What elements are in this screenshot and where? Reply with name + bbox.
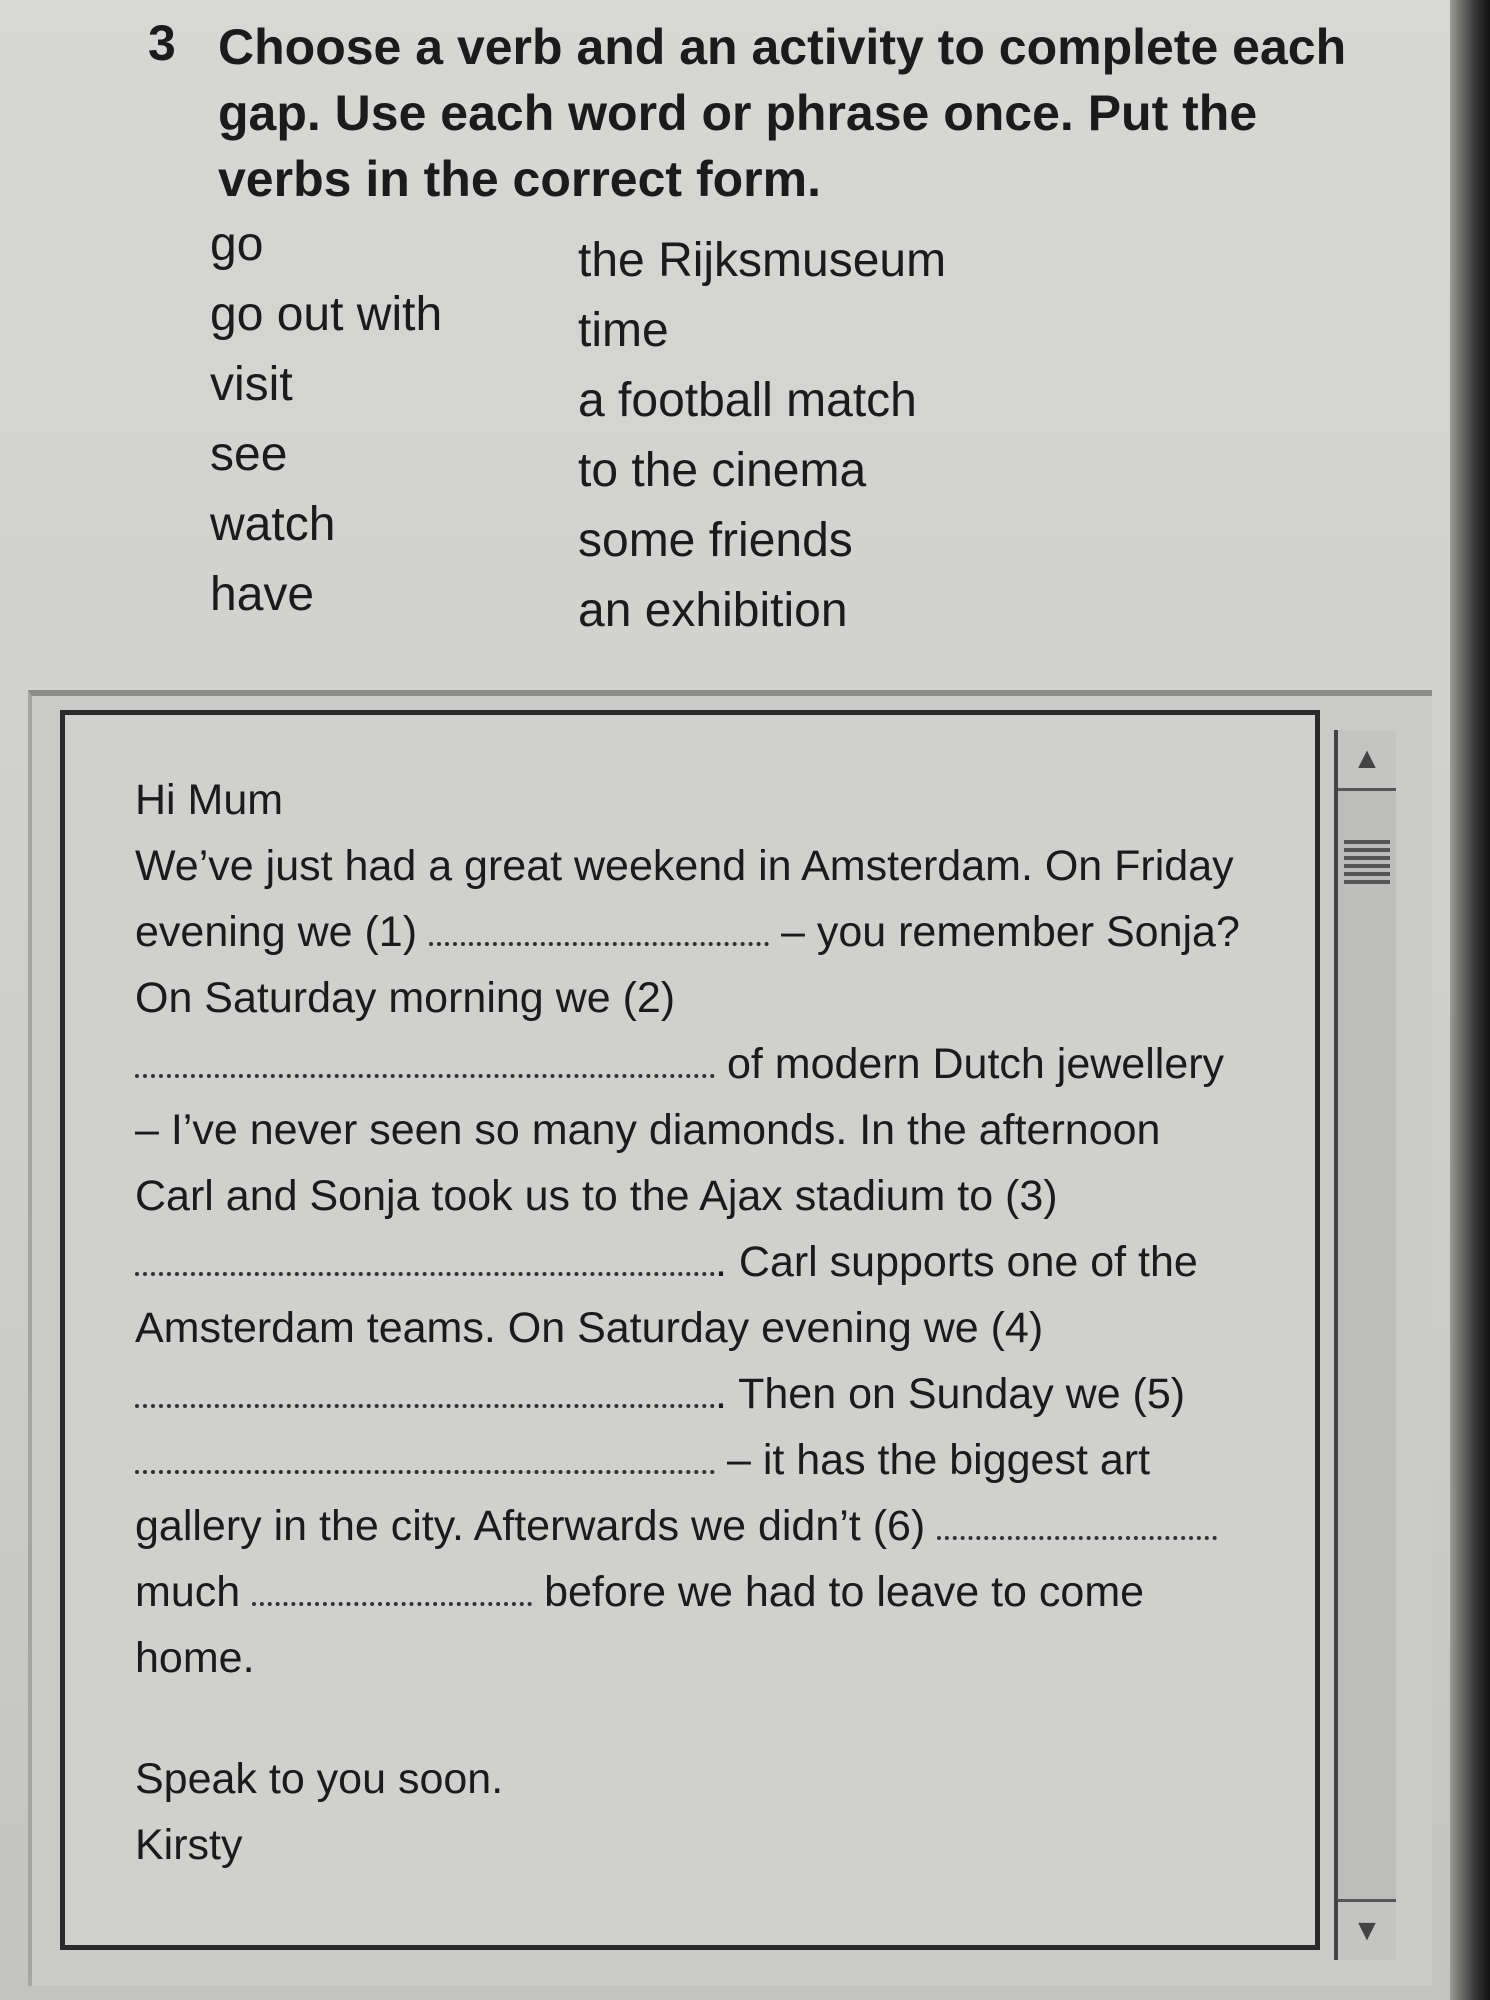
activity-item: the Rijksmuseum [578, 234, 947, 287]
exercise-instructions: Choose a verb and an activity to complete each gap. Use each word or phrase once. Put the verbs in the correct form. [218, 19, 1347, 207]
activity-item: a football match [578, 374, 917, 427]
email-text: – it has the biggest art gallery in the city. Afterwards we didn’t (6) [135, 1436, 1151, 1550]
email-text: – you remember Sonja? On Saturday morning we (2) [135, 908, 1240, 1022]
scroll-down-arrow-icon[interactable]: ▼ [1338, 1899, 1396, 1960]
email-text: much [135, 1568, 241, 1616]
gap-2[interactable] [135, 1040, 715, 1078]
email-text: . Then on Sunday we (5) [715, 1370, 1186, 1418]
activity-item: to the cinema [578, 444, 867, 497]
email-text: . Carl supports one of the Amsterdam teams. On Saturday evening we (4) [135, 1238, 1198, 1352]
gap-4[interactable] [135, 1370, 715, 1408]
email-body [135, 767, 1245, 1878]
exercise-number: 3 [148, 15, 176, 71]
email-text: before we had to leave to come home. [135, 1568, 1145, 1682]
email-text: We’ve just had a great weekend in Amsterdam. On Friday evening we (1) [135, 842, 1234, 956]
verb-item: go out with [210, 288, 443, 341]
activity-item: an exhibition [578, 584, 848, 637]
gap-6a[interactable] [937, 1502, 1217, 1540]
activity-item: time [578, 304, 669, 357]
verb-item: have [210, 568, 315, 621]
email-greeting: Hi Mum [135, 776, 284, 824]
page-shadow-edge [1450, 0, 1490, 2000]
email-paragraph [135, 833, 1245, 1691]
scrollbar[interactable] [1334, 730, 1396, 1960]
scroll-up-arrow-icon[interactable]: ▲ [1338, 730, 1396, 791]
email-text: of modern Dutch jewellery – I’ve never seen so many diamonds. In the afternoon Carl and Sonja took us to the Ajax stadium to (3) [135, 1040, 1225, 1220]
gap-5[interactable] [135, 1436, 715, 1474]
gap-1[interactable] [429, 908, 769, 946]
verb-item: go [210, 218, 264, 271]
email-signature: Kirsty [135, 1821, 243, 1869]
email-window [60, 710, 1320, 1950]
verb-item: watch [210, 498, 336, 551]
verb-item: visit [210, 358, 293, 411]
verb-item: see [210, 428, 288, 481]
verb-list [210, 210, 442, 630]
email-closing: Speak to you soon. [135, 1755, 504, 1803]
gap-3[interactable] [135, 1238, 715, 1276]
scroll-thumb[interactable] [1344, 840, 1390, 884]
activity-item: some friends [578, 514, 853, 567]
activity-list [578, 226, 946, 646]
gap-6b[interactable] [252, 1568, 532, 1606]
